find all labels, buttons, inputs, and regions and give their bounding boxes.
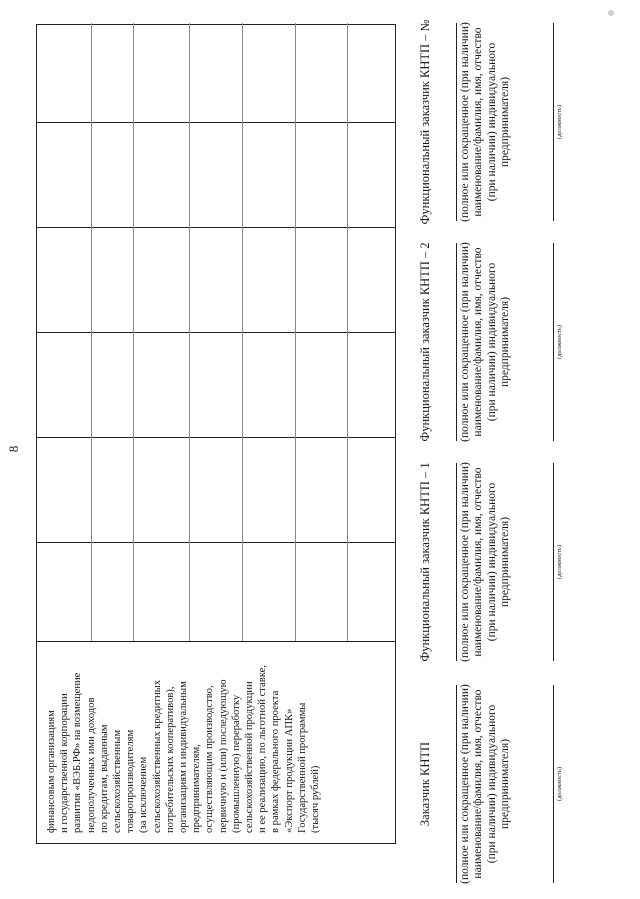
description-line: недополученных ими доходов [85, 697, 97, 833]
description-line: сельскохозяйственных кредитных [151, 679, 163, 833]
description-line: «Экспорт продукции АПК» [283, 708, 295, 833]
description-line: Государственной программы [296, 702, 308, 833]
description-line: (тысяч рублей) [310, 765, 322, 833]
signature-title: Заказчик КНТП [418, 741, 432, 827]
signature-position-label: (должность) [555, 104, 563, 140]
scan-mark [608, 10, 614, 16]
description-line: товаропроизводителям [125, 729, 137, 833]
signature-note: (полное или сокращенное (при наличии) наименование/фамилия, имя, отчество (при наличии) индивидуального предпринимателя) [459, 684, 512, 884]
signature-note: (полное или сокращенное (при наличии) наименование/фамилия, имя, отчество (при наличии) индивидуального предпринимателя) [459, 462, 512, 662]
page-number: 8 [6, 445, 21, 453]
description-line: (за исключением [138, 756, 150, 833]
signature-block-functional-2 [418, 237, 564, 447]
signature-note: (полное или сокращенное (при наличии) наименование/фамилия, имя, отчество (при наличии) индивидуального предпринимателя) [459, 242, 512, 442]
description-line: потребительских кооперативов), [164, 686, 176, 833]
description-line: предпринимателям, [191, 744, 203, 833]
description-line: осуществляющим производство, [204, 685, 216, 833]
signature-block-customer [418, 679, 564, 889]
description-line: развития «ВЭБ.РФ» на возмещение [72, 672, 84, 833]
description-line: сельскохозяйственным [112, 729, 124, 833]
description-line: сельскохозяйственной продукции [244, 681, 256, 833]
signature-block-functional-1 [418, 457, 564, 667]
signature-note: (полное или сокращенное (при наличии) наименование/фамилия, имя, отчество (при наличии) индивидуального предпринимателя) [459, 22, 512, 222]
description-line: (промышленную) переработку [230, 694, 242, 833]
row-divider [189, 23, 190, 641]
signature-title: Функциональный заказчик КНТП – 2 [418, 242, 432, 442]
description-line: и ее реализацию, по льготной ставке, [257, 665, 269, 833]
signature-title: Функциональный заказчик КНТП – № [418, 19, 432, 225]
signature-position-label: (должность) [555, 324, 563, 360]
signature-position-label: (должность) [555, 766, 563, 802]
row-divider [295, 23, 296, 641]
description-line: в рамках федерального проекта [270, 690, 282, 833]
description-line: первичную и (или) последующую [217, 679, 229, 833]
signature-title: Функциональный заказчик КНТП – 1 [418, 462, 432, 662]
description-line: организациям и индивидуальным [178, 681, 190, 833]
row-description-cell [37, 641, 395, 843]
description-line: финансовым организациям [46, 710, 57, 833]
row-divider [133, 23, 134, 641]
row-divider [242, 23, 243, 641]
budget-table [36, 24, 396, 844]
row-divider [347, 23, 348, 641]
signature-block-functional-n [418, 17, 564, 227]
row-divider [91, 23, 92, 641]
description-line: по кредитам, выданным [98, 724, 110, 833]
description-line: и государственной корпорации [59, 693, 71, 833]
signature-position-label: (должность) [555, 544, 563, 580]
